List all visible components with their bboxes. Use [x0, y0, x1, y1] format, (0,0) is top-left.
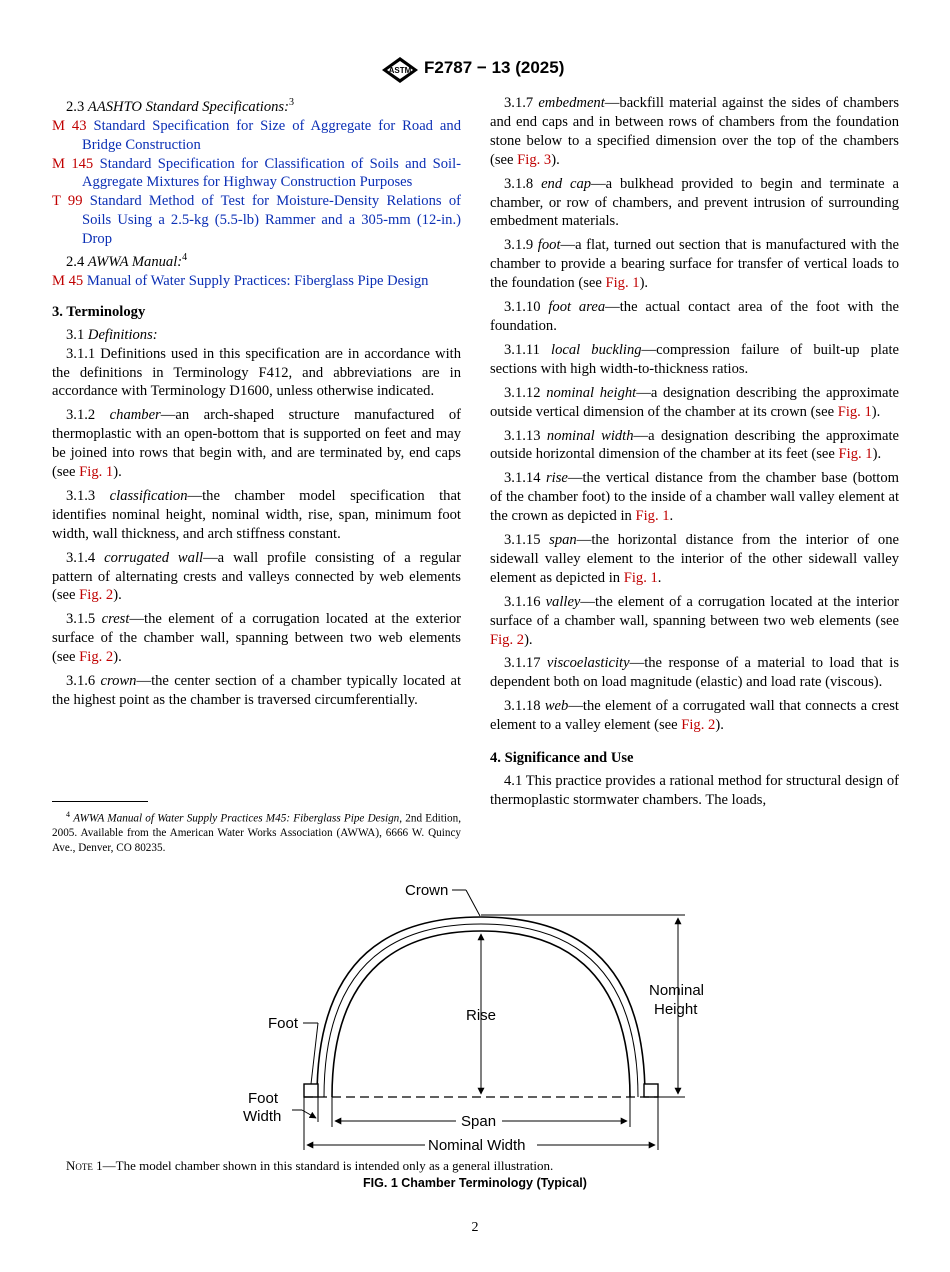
left-foot: [304, 1084, 318, 1097]
definition-number: 3.1.11: [504, 341, 540, 358]
definition-item: [52, 406, 461, 482]
section-3-1: 3.1 Definitions:: [66, 326, 158, 343]
astm-logo-icon: [381, 56, 419, 84]
definition-item: [490, 236, 899, 293]
definition-item: [490, 427, 899, 465]
definition-item: [490, 697, 899, 735]
definition-term: valley: [545, 593, 581, 610]
section-4-1: 4.1 This practice provides a rational method for structural design of thermoplastic stormwater chambers. The loads,: [490, 773, 899, 808]
figure-link[interactable]: Fig. 1: [635, 508, 670, 525]
definition-text: —a flat, turned out section that is manufactured with the chamber to provide a bearing surface for transfer of vertical loads to the foundation (see: [490, 237, 899, 292]
definition-term: span: [549, 532, 577, 549]
definition-text: —the actual contact area of the foot with the foundation.: [490, 299, 899, 334]
definition-text: —the center section of a chamber typically located at the highest point as the chamber is traversed circumferentially.: [52, 673, 461, 708]
label-rise: Rise: [466, 1007, 497, 1024]
definition-number: 3.1.2: [66, 407, 96, 424]
definition-tail: .: [657, 569, 662, 586]
figure-link[interactable]: Fig. 2: [490, 631, 525, 648]
section-3-1-1: 3.1.1 Definitions used in this specification are in accordance with the definitions in Terminology F412, and abbreviations are in accordance with Terminology D1600, unless otherwise indicated.: [52, 345, 461, 400]
page-number: 2: [471, 1220, 479, 1235]
definition-text: —a designation describing the approximate outside vertical dimension of the chamber at its crown (see: [490, 384, 899, 420]
figure-link[interactable]: Fig. 1: [79, 464, 114, 481]
figure-note: Note 1—The model chamber shown in this standard is intended only as a general illustration.: [66, 1158, 554, 1173]
page-header: [0, 56, 950, 86]
label-nominal-height-2: Height: [654, 1001, 698, 1018]
section-2-4: 2.4 AWWA Manual:$^4$: [66, 252, 188, 270]
definition-number: 3.1.4: [66, 549, 96, 566]
definition-item: [490, 298, 899, 336]
reference-code[interactable]: M 45: [52, 272, 84, 289]
figure-link[interactable]: Fig. 2: [681, 717, 716, 734]
definition-item: [490, 531, 899, 588]
definition-item: [490, 593, 899, 650]
figure-link[interactable]: Fig. 3: [517, 151, 552, 168]
definition-text: —compression failure of built-up plate sections with high width-to-thickness ratios.: [490, 341, 899, 377]
label-span: Span: [461, 1113, 497, 1130]
definition-item: [490, 469, 899, 526]
definition-number: 3.1.3: [66, 487, 96, 504]
definition-tail: ).: [872, 446, 882, 463]
definition-number: 3.1.18: [504, 698, 541, 715]
definition-term: local buckling: [551, 341, 642, 358]
reference-code[interactable]: M 43: [52, 117, 87, 134]
definition-item: [490, 175, 899, 232]
definition-text: —a bulkhead provided to begin and terminate a chamber, or row of chambers, and prevent intrusion of surrounding embedment materials.: [490, 175, 899, 230]
right-foot: [644, 1084, 658, 1097]
section-4-heading: 4. Significance and Use: [490, 750, 634, 767]
figure-link[interactable]: Fig. 1: [838, 446, 873, 463]
definition-text: —the response of a material to load that is dependent both on load magnitude (elastic) and load rate (viscous).: [490, 655, 899, 691]
definition-item: [52, 672, 461, 710]
definition-term: viscoelasticity: [546, 655, 630, 672]
definition-number: 3.1.15: [504, 532, 541, 549]
awwa-references: [52, 272, 461, 291]
definition-number: 3.1.5: [66, 611, 96, 628]
label-nominal-height-1: Nominal: [649, 982, 705, 999]
reference-title[interactable]: Standard Method of Test for Moisture-Density Relations of Soils Using a 2.5-kg (5.5-lb) Rammer and a 305-mm (12-in.) Drop: [82, 193, 461, 248]
figure-link[interactable]: Fig. 1: [837, 403, 872, 420]
svg-text:ASTM: ASTM: [388, 66, 412, 75]
definition-text: —a designation describing the approximate outside horizontal dimension of the chamber at its feet (see: [490, 427, 900, 463]
definition-number: 3.1.6: [66, 673, 96, 690]
definition-text: —a wall profile consisting of a regular pattern of alternating crests and valleys connected by web elements (see: [52, 549, 461, 604]
definition-tail: ).: [639, 275, 649, 292]
definition-tail: ).: [113, 464, 122, 481]
definition-term: classification: [109, 487, 188, 504]
definition-text: —backfill material against the sides of chambers and end caps and in between rows of chambers from the foundation stone below to a specified dimension over the top of the chambers (see: [490, 95, 899, 168]
reference-item[interactable]: [52, 155, 461, 193]
definition-item: [52, 549, 461, 606]
definition-item: [52, 610, 461, 667]
definition-item: [490, 384, 899, 422]
definition-tail: ).: [871, 403, 881, 420]
aashto-references: [52, 117, 461, 249]
definition-number: 3.1.10: [504, 299, 541, 316]
definition-item: [490, 341, 899, 379]
right-column: [490, 94, 899, 815]
definition-text: —the element of a corrugated wall that connects a crest element to a valley element (see: [490, 698, 899, 734]
definition-number: 3.1.7: [504, 95, 534, 111]
section-3-heading: 3. Terminology: [52, 303, 146, 320]
label-foot-width-1: Foot: [248, 1090, 279, 1107]
figure-link[interactable]: Fig. 1: [623, 569, 658, 586]
definition-text: —an arch-shaped structure manufactured of thermoplastic with an open-bottom that is supported on feet and may be joined into rows that begin with, and are terminated by, end caps (see: [52, 407, 461, 481]
footnote-rule: [52, 801, 148, 802]
definition-term: web: [544, 698, 569, 715]
definition-tail: ).: [715, 717, 724, 734]
definition-tail: ).: [113, 587, 122, 604]
definitions-left: [52, 406, 461, 710]
definition-tail: ).: [551, 151, 560, 168]
definition-text: —the horizontal distance from the interior of one sidewall valley element to the interior of the other sidewall valley element as depicted in: [490, 532, 899, 586]
definition-term: corrugated wall: [104, 549, 204, 566]
definition-number: 3.1.13: [504, 427, 541, 444]
reference-code[interactable]: T 99: [52, 193, 83, 210]
reference-title[interactable]: Standard Specification for Classification of Soils and Soil-Aggregate Mixtures for Highway Construction Purposes: [82, 155, 461, 191]
reference-title[interactable]: Manual of Water Supply Practices: Fiberglass Pipe Design: [86, 272, 429, 289]
section-2-3: 2.3 AASHTO Standard Specifications:$^3$: [66, 97, 294, 115]
definition-number: 3.1.14: [504, 470, 541, 487]
definition-item: [52, 487, 461, 544]
reference-item[interactable]: [52, 192, 461, 249]
definition-tail: .: [669, 508, 674, 525]
definition-number: 3.1.9: [504, 237, 534, 254]
left-column: [52, 94, 461, 715]
label-foot-width-2: Width: [243, 1108, 282, 1125]
definition-text: —the element of a corrugation located at the interior surface of a chamber wall, spanning between two web elements (see: [490, 593, 899, 629]
definition-term: crest: [101, 611, 130, 628]
definition-number: 3.1.8: [504, 175, 534, 192]
definitions-right: [490, 94, 899, 735]
label-crown: Crown: [405, 882, 449, 899]
definition-text: —the chamber model specification that identifies nominal height, nominal width, rise, span, minimum foot width, wall thickness, and arch stiffness constant.: [52, 487, 461, 542]
definition-term: nominal width: [546, 427, 634, 444]
footnote-4: $^4$ AWWA Manual of Water Supply Practices M45: Fiberglass Pipe Design, 2nd Edition, 2005. Available from the American Water Works Association (AWWA), 6666 W. Quincy Ave., Denver, CO 80235.: [52, 810, 461, 854]
label-foot: Foot: [268, 1015, 299, 1032]
definition-tail: ).: [524, 631, 533, 648]
definition-term: crown: [100, 673, 137, 690]
definition-term: embedment: [538, 95, 605, 111]
reference-item[interactable]: [52, 272, 461, 291]
definition-text: —the element of a corrugation located at the exterior surface of the chamber wall, spanning between two web elements (see: [52, 611, 461, 666]
figure-1-chamber-diagram: [230, 872, 720, 1162]
figure-link[interactable]: Fig. 2: [79, 587, 114, 604]
definition-term: nominal height: [546, 384, 637, 401]
reference-code[interactable]: M 145: [52, 155, 94, 172]
definition-tail: ).: [113, 649, 122, 666]
definition-term: foot: [537, 237, 561, 254]
definition-number: 3.1.16: [504, 593, 541, 610]
definition-item: [490, 94, 899, 170]
document-id: F2787 − 13 (2025): [424, 58, 565, 77]
definition-number: 3.1.17: [504, 655, 541, 672]
label-nominal-width: Nominal Width: [428, 1137, 526, 1154]
reference-title[interactable]: Standard Specification for Size of Aggregate for Road and Bridge Construction: [82, 117, 461, 153]
figure-link[interactable]: Fig. 1: [605, 275, 640, 292]
reference-item[interactable]: [52, 117, 461, 155]
definition-item: [490, 654, 899, 692]
definition-term: rise: [546, 470, 568, 487]
definition-number: 3.1.12: [504, 384, 541, 401]
definition-term: end cap: [541, 175, 592, 192]
figure-link[interactable]: Fig. 2: [79, 649, 114, 666]
definition-term: foot area: [548, 299, 606, 316]
definition-text: —the vertical distance from the chamber base (bottom of the chamber foot) to the inside of a chamber wall valley element at the crown as depicted in: [490, 470, 899, 525]
definition-term: chamber: [109, 407, 161, 424]
figure-caption: FIG. 1 Chamber Terminology (Typical): [363, 1176, 587, 1190]
